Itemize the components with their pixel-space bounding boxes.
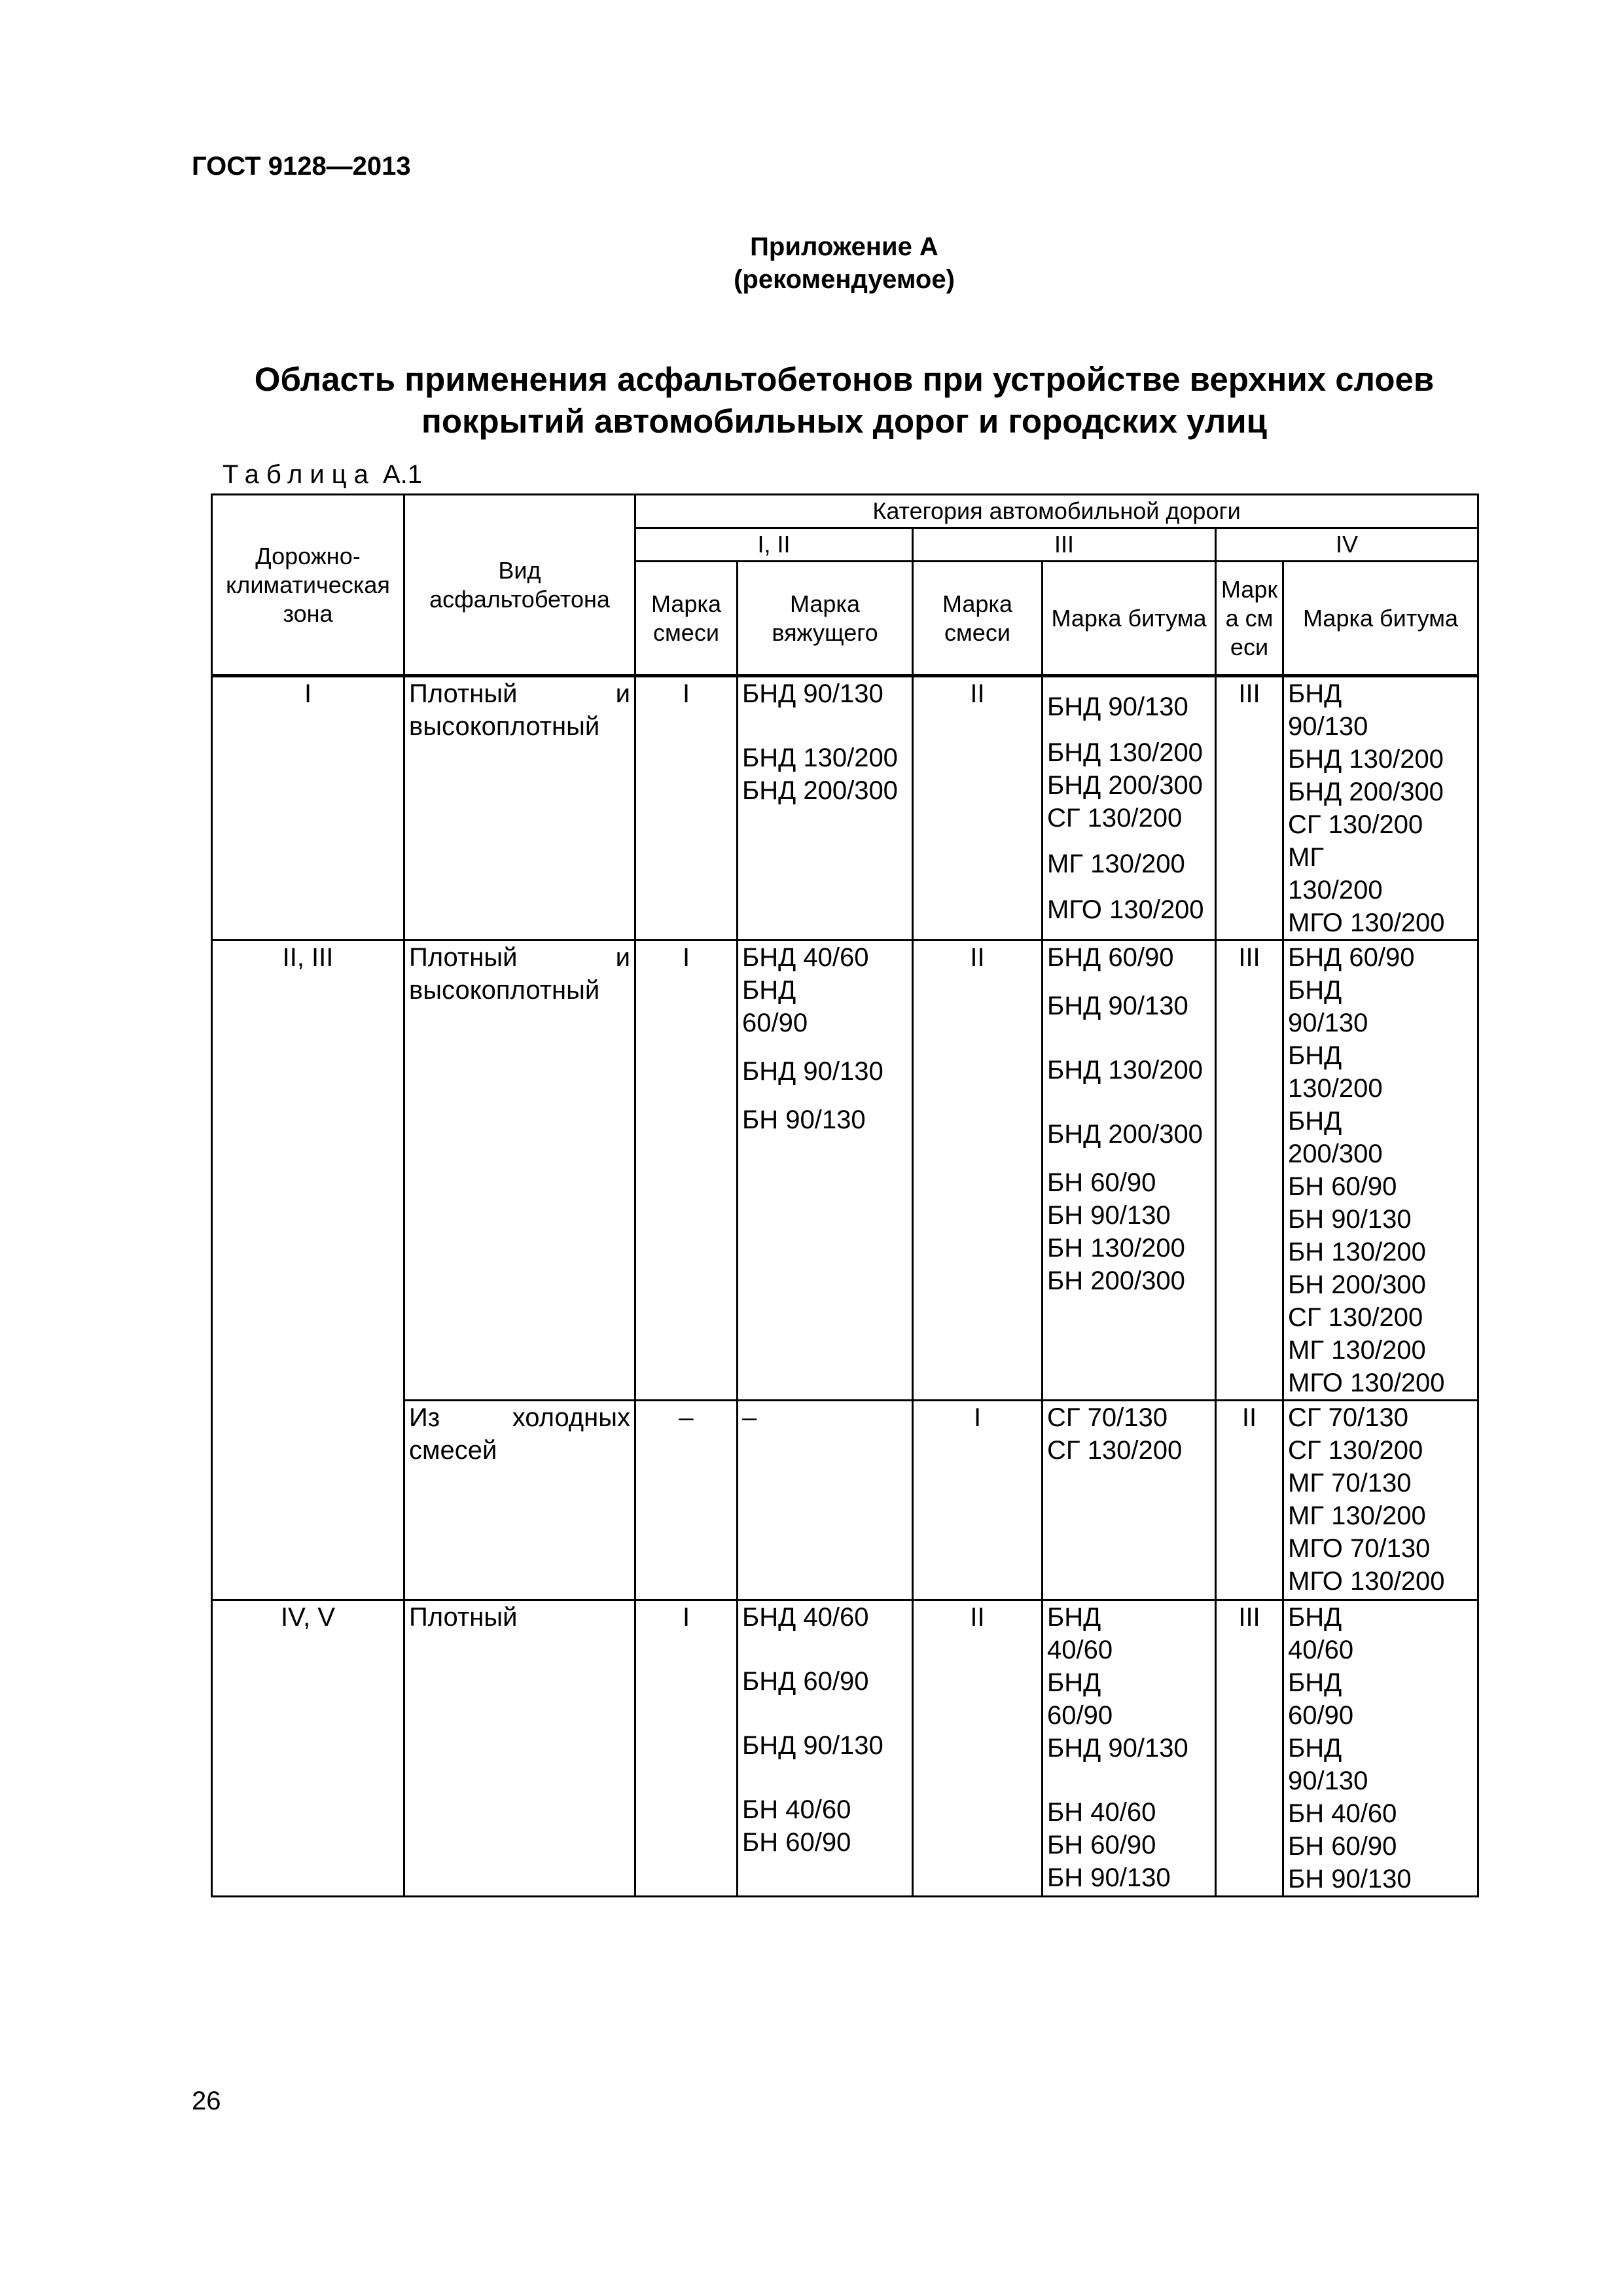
- grade-value: БНД 90/130: [1047, 992, 1188, 1020]
- grade-value: МГ 130/200: [1047, 850, 1185, 878]
- grade-value: БН 60/90: [1047, 1831, 1156, 1859]
- section-title: [0, 359, 1623, 442]
- grade-value: БНД: [1047, 1603, 1101, 1632]
- header-mix-grade-3: Марка смеси: [1216, 562, 1283, 676]
- mix-grade-cell: II: [1216, 1401, 1283, 1600]
- grade-value: БНД 60/90: [1047, 943, 1174, 972]
- bitumen-grade-cell: [1043, 676, 1216, 941]
- grade-value: СГ 70/130: [1047, 1403, 1168, 1432]
- zone-cell: IV, V: [212, 1600, 404, 1897]
- grade-value: БН 60/90: [1288, 1832, 1397, 1861]
- header-category-4: IV: [1216, 528, 1478, 562]
- concrete-type-cell: [404, 676, 635, 941]
- type-word: Плотный: [409, 679, 518, 708]
- type-word: Из: [409, 1403, 440, 1432]
- grade-value: БНД: [1288, 679, 1342, 708]
- grade-value: 40/60: [1288, 1636, 1354, 1664]
- table-caption-number: А.1: [382, 460, 423, 489]
- grade-value: БНД 40/60: [742, 1603, 869, 1632]
- type-word: и: [615, 679, 630, 708]
- grade-value: 60/90: [742, 1009, 808, 1037]
- grade-value: БН 90/130: [1047, 1863, 1171, 1892]
- grade-value: БН 40/60: [1047, 1798, 1156, 1827]
- mix-grade-cell: III: [1216, 941, 1283, 1401]
- grade-value: БНД: [1288, 1668, 1342, 1697]
- grade-value: МГ 130/200: [1288, 1501, 1426, 1530]
- zone-cell: II, III: [212, 941, 404, 1600]
- binder-grade-cell: [738, 676, 913, 941]
- bitumen-grade-cell: [1043, 941, 1216, 1401]
- grade-value: БНД 60/90: [1288, 943, 1415, 972]
- appendix-subtitle: (рекомендуемое): [734, 265, 955, 294]
- grade-value: БН 60/90: [1288, 1172, 1397, 1201]
- type-word: холодных: [512, 1403, 630, 1432]
- grade-value: СГ 130/200: [1047, 1436, 1183, 1465]
- header-zone: Дорожно-климатическая зона: [212, 495, 404, 676]
- mix-grade-cell: II: [913, 941, 1043, 1401]
- mix-grade-cell: I: [635, 676, 738, 941]
- grade-value: СГ 130/200: [1288, 1436, 1423, 1465]
- page-number: 26: [192, 2087, 221, 2115]
- grade-value: БНД: [1047, 1668, 1101, 1697]
- grade-value: БНД 90/130: [742, 679, 883, 708]
- grade-value: 40/60: [1047, 1636, 1113, 1664]
- grade-value: БНД 200/300: [1047, 771, 1203, 800]
- grade-value: БН 200/300: [1288, 1270, 1426, 1299]
- grade-value: БН 90/130: [1047, 1201, 1171, 1230]
- header-concrete-type: Вид асфальтобетона: [404, 495, 635, 676]
- grade-value: БНД 130/200: [1288, 745, 1444, 774]
- grade-value: СГ 130/200: [1047, 804, 1183, 833]
- grade-value: 130/200: [1288, 876, 1383, 905]
- grade-value: БН 60/90: [1047, 1168, 1156, 1197]
- mix-grade-cell: –: [635, 1401, 738, 1600]
- grade-value: БНД 90/130: [1047, 692, 1188, 721]
- type-word: и: [615, 943, 630, 972]
- grade-value: 90/130: [1288, 1767, 1368, 1795]
- grade-value: 90/130: [1288, 1009, 1368, 1037]
- grade-value: БНД 200/300: [742, 776, 898, 805]
- grade-value: БН 40/60: [742, 1795, 851, 1824]
- grade-value: БНД 90/130: [742, 1731, 883, 1760]
- table-caption-word: Таблица: [223, 460, 376, 489]
- binder-grade-cell: [738, 941, 913, 1401]
- grade-value: БНД: [742, 976, 796, 1005]
- grade-value: БНД 130/200: [1047, 1056, 1203, 1085]
- header-road-category: Категория автомобильной дороги: [635, 495, 1478, 528]
- grade-value: БНД 90/130: [1047, 1734, 1188, 1763]
- section-title-line-2: покрытий автомобильных дорог и городских улиц: [421, 403, 1267, 440]
- grade-value: МГ 130/200: [1288, 1336, 1426, 1365]
- mix-grade-cell: II: [913, 1600, 1043, 1897]
- mix-grade-cell: I: [635, 941, 738, 1401]
- grade-value: БНД: [1288, 1107, 1342, 1136]
- grade-value: 60/90: [1047, 1701, 1113, 1730]
- bitumen-grade-cell: [1283, 1401, 1478, 1600]
- grade-value: БНД 200/300: [1288, 778, 1444, 806]
- header-binder-grade: Марка вяжущего: [738, 562, 913, 676]
- grade-value: МГО 70/130: [1288, 1534, 1431, 1563]
- grade-value: СГ 130/200: [1288, 1303, 1423, 1332]
- grade-value: МГ 70/130: [1288, 1469, 1412, 1498]
- grade-value: СГ 70/130: [1288, 1403, 1409, 1432]
- grade-value: БНД: [1288, 1734, 1342, 1763]
- table-row: [212, 676, 1478, 941]
- grade-value: БНД 40/60: [742, 943, 869, 972]
- table-caption: [223, 460, 422, 490]
- header-category-1-2: I, II: [635, 528, 913, 562]
- mix-grade-cell: III: [1216, 1600, 1283, 1897]
- binder-grade-cell: [738, 1600, 913, 1897]
- section-title-line-1: Область применения асфальтобетонов при устройстве верхних слоев: [254, 361, 1435, 398]
- grade-value: БН 90/130: [1288, 1205, 1412, 1234]
- grade-value: МГО 130/200: [1288, 1567, 1445, 1596]
- bitumen-grade-cell: [1283, 1600, 1478, 1897]
- header-bitumen-grade-2: Марка битума: [1283, 562, 1478, 676]
- mix-grade-cell: I: [635, 1600, 738, 1897]
- document-header: ГОСТ 9128—2013: [192, 152, 411, 181]
- bitumen-grade-table: [211, 493, 1479, 1897]
- bitumen-grade-cell: [1043, 1600, 1216, 1897]
- type-word: высокоплотный: [409, 976, 600, 1005]
- grade-value: БНД 130/200: [1047, 738, 1203, 767]
- grade-value: 60/90: [1288, 1701, 1354, 1730]
- grade-value: БН 60/90: [742, 1828, 851, 1857]
- grade-value: СГ 130/200: [1288, 810, 1423, 839]
- grade-value: 90/130: [1288, 712, 1368, 741]
- grade-value: БНД 90/130: [742, 1057, 883, 1086]
- grade-value: БН 90/130: [742, 1105, 866, 1134]
- header-mix-grade-1: Марка смеси: [635, 562, 738, 676]
- grade-value: МГО 130/200: [1288, 1369, 1445, 1397]
- grade-value: МГО 130/200: [1288, 908, 1445, 937]
- table-row: [212, 1600, 1478, 1897]
- bitumen-grade-cell: [1043, 1401, 1216, 1600]
- grade-value: БНД 130/200: [742, 744, 898, 772]
- grade-value: БН 130/200: [1047, 1234, 1185, 1263]
- mix-grade-cell: III: [1216, 676, 1283, 941]
- bitumen-grade-cell: [1283, 676, 1478, 941]
- grade-value: БН 130/200: [1288, 1238, 1426, 1266]
- binder-grade-cell: [738, 1401, 913, 1600]
- mix-grade-cell: I: [913, 1401, 1043, 1600]
- type-word: смесей: [409, 1436, 497, 1465]
- concrete-type-cell: [404, 941, 635, 1401]
- grade-value: БН 200/300: [1047, 1266, 1185, 1295]
- grade-value: –: [742, 1403, 757, 1432]
- concrete-type-cell: [404, 1600, 635, 1897]
- mix-grade-cell: II: [913, 676, 1043, 941]
- header-mix-grade-2: Марка смеси: [913, 562, 1043, 676]
- grade-value: БНД 200/300: [1047, 1120, 1203, 1149]
- table-row: [212, 941, 1478, 1401]
- grade-value: БН 90/130: [1288, 1865, 1412, 1893]
- grade-value: БНД 60/90: [742, 1667, 869, 1696]
- grade-value: БНД: [1288, 976, 1342, 1005]
- grade-value: МГ: [1288, 843, 1324, 872]
- appendix-title: Приложение А: [750, 232, 938, 261]
- header-bitumen-grade-1: Марка битума: [1043, 562, 1216, 676]
- bitumen-grade-cell: [1283, 941, 1478, 1401]
- concrete-type-cell: [404, 1401, 635, 1600]
- grade-value: 200/300: [1288, 1139, 1383, 1168]
- grade-value: МГО 130/200: [1047, 895, 1204, 924]
- grade-value: БНД: [1288, 1603, 1342, 1632]
- type-word: Плотный: [409, 1603, 518, 1632]
- type-word: высокоплотный: [409, 712, 600, 741]
- grade-value: БН 40/60: [1288, 1799, 1397, 1828]
- grade-value: 130/200: [1288, 1074, 1383, 1103]
- appendix-heading: [0, 230, 1623, 296]
- header-category-3: III: [913, 528, 1216, 562]
- type-word: Плотный: [409, 943, 518, 972]
- zone-cell: I: [212, 676, 404, 941]
- grade-value: БНД: [1288, 1041, 1342, 1070]
